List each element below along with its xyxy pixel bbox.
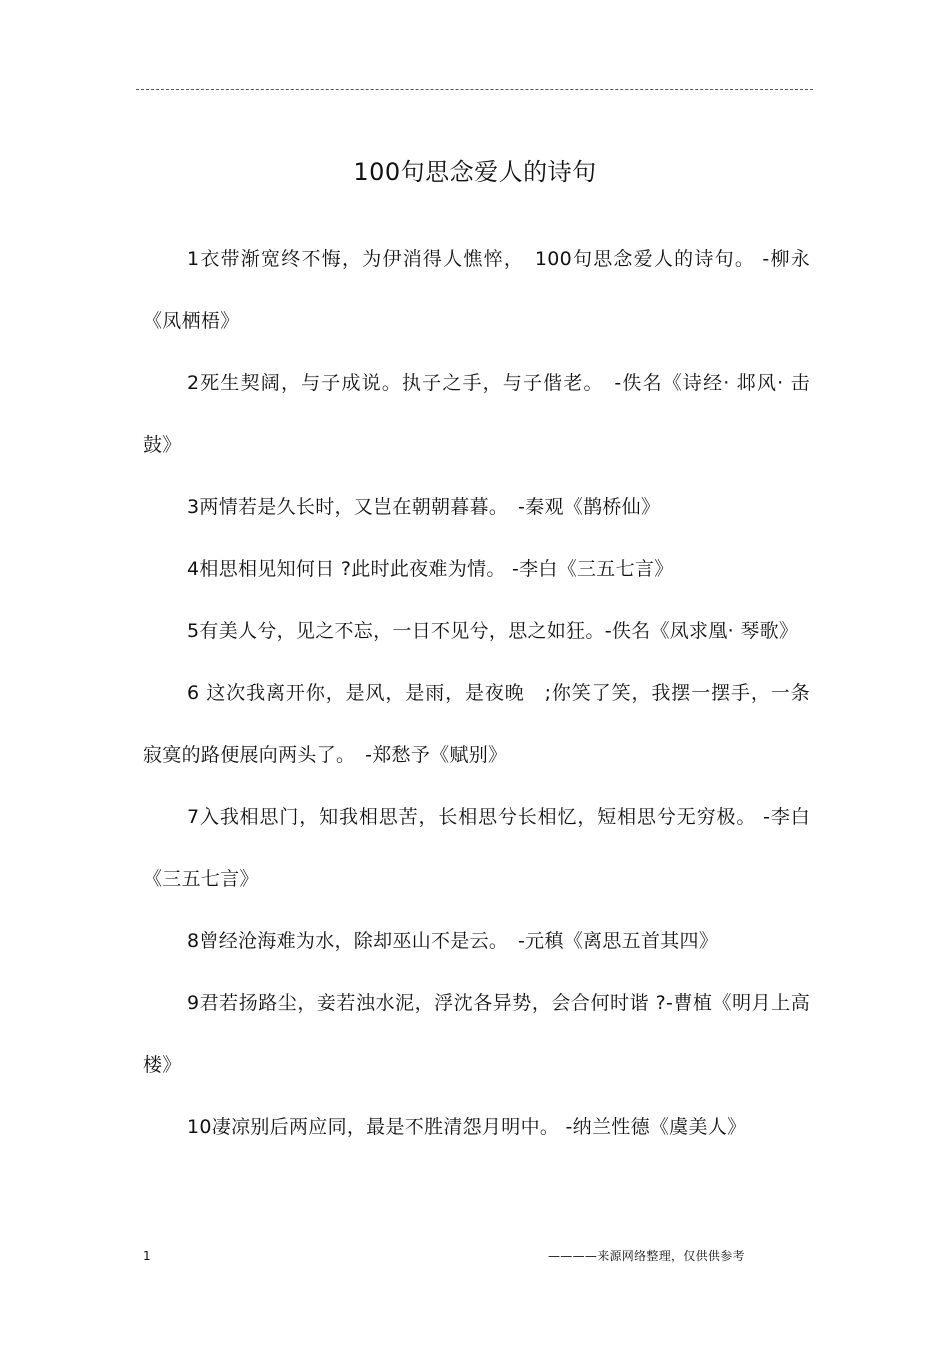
page-number: 1 (143, 1249, 151, 1263)
poem-item-7: 7入我相思门，知我相思苦，长相思兮长相忆，短相思兮无穷极。 -李白《三五七言》 (143, 806, 810, 890)
poem-item-9: 9君若扬路尘，妾若浊水泥，浮沈各异势，会合何时谐 ?-曹植《明月上高楼》 (143, 992, 810, 1076)
page-title: 100句思念爱人的诗句 (353, 158, 597, 186)
poem-item-3: 3两情若是久长时，又岂在朝朝暮暮。 -秦观《鹊桥仙》 (187, 496, 661, 518)
poem-item-10: 10凄凉别后两应同，最是不胜清怨月明中。 -纳兰性德《虞美人》 (187, 1116, 747, 1138)
poem-item-2: 2死生契阔，与子成说。执子之手，与子偕老。 -佚名《诗经· 邶风· 击鼓》 (143, 372, 810, 456)
header-divider (136, 89, 813, 90)
poem-item-1: 1衣带渐宽终不悔，为伊消得人憔悴， 100句思念爱人的诗句。 -柳永《凤栖梧》 (143, 248, 810, 332)
poem-item-4: 4相思相见知何日 ?此时此夜难为情。 -李白《三五七言》 (187, 558, 674, 580)
source-note: ————来源网络整理，仅供供参考 (548, 1249, 745, 1263)
poem-item-8: 8曾经沧海难为水，除却巫山不是云。 -元稹《离思五首其四》 (187, 930, 719, 952)
poem-item-6: 6 这次我离开你，是风，是雨，是夜晚 ;你笑了笑，我摆一摆手，一条寂寞的路便展向两头了。 -郑愁予《赋别》 (143, 682, 810, 766)
poem-item-5: 5有美人兮，见之不忘，一日不见兮，思之如狂。-佚名《凤求凰· 琴歌》 (187, 620, 799, 642)
poem-list (143, 228, 810, 1158)
